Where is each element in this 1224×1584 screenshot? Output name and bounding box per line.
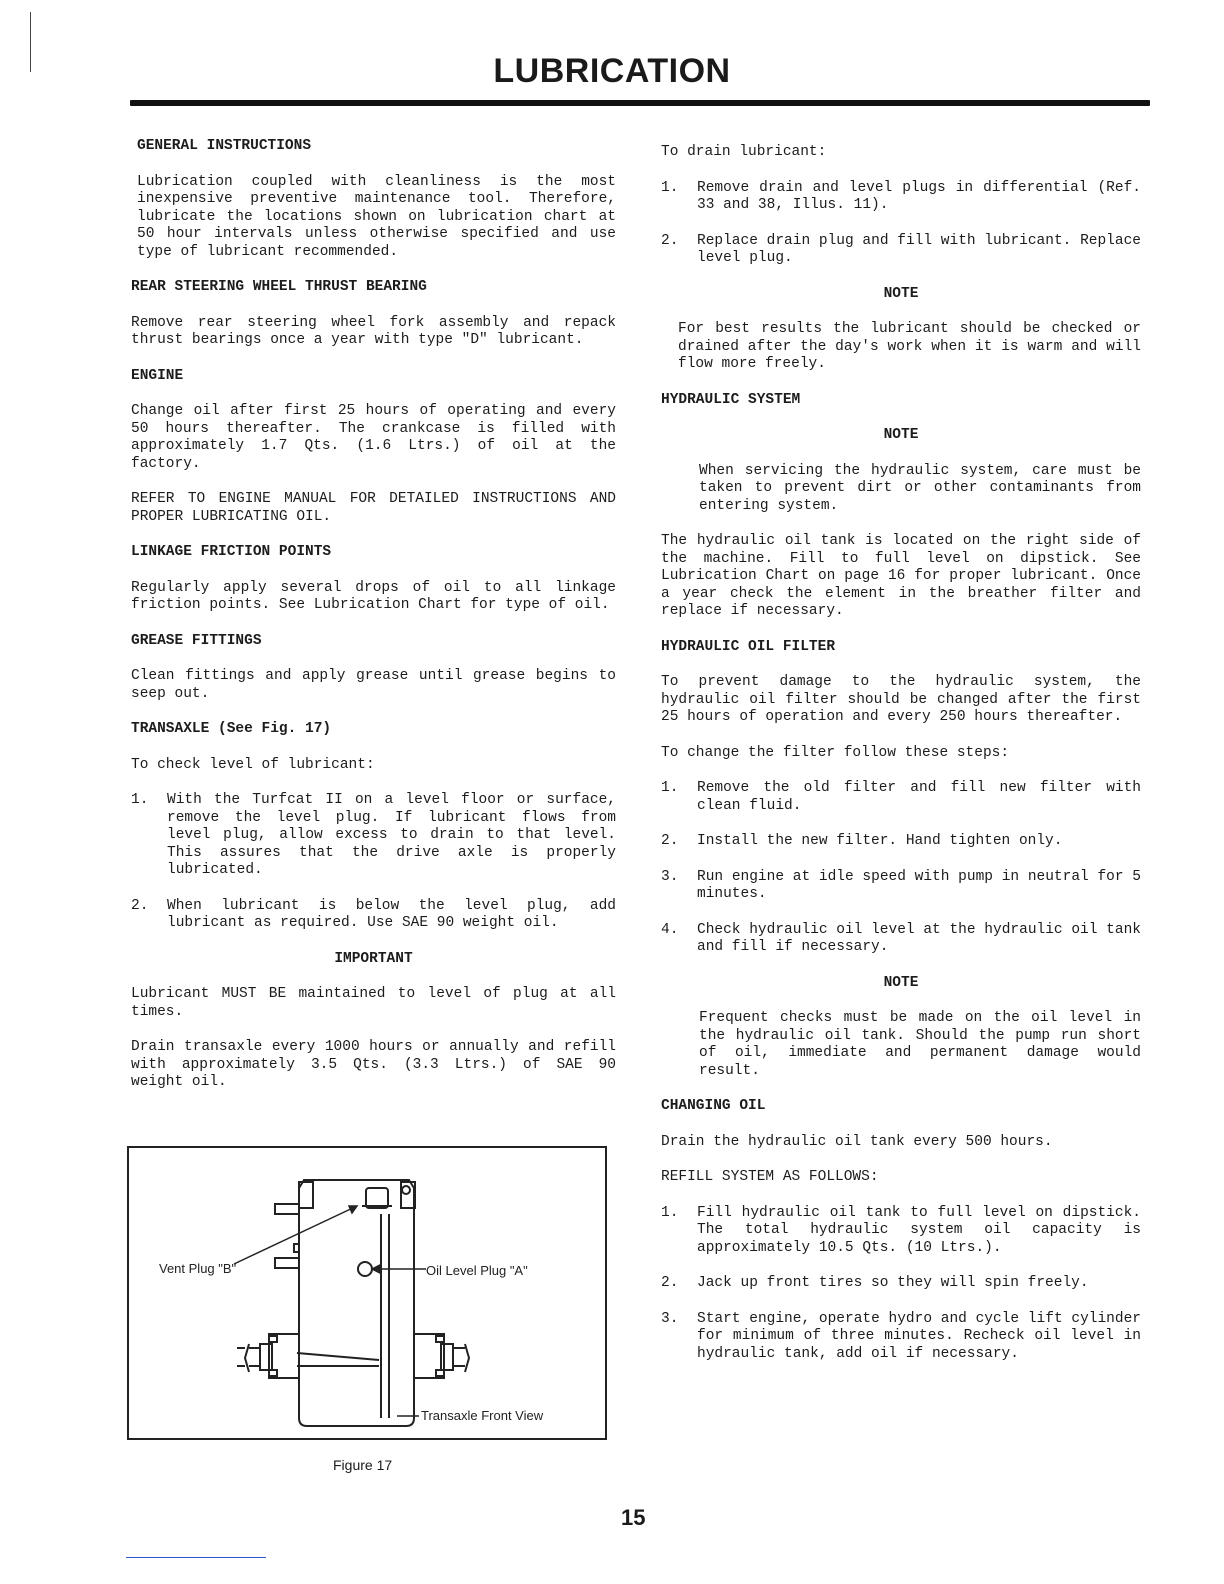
step-text: Install the new filter. Hand tighten only. <box>697 833 1063 849</box>
transaxle-figure <box>127 1146 607 1440</box>
list-item <box>131 792 616 880</box>
changing-oil-heading: CHANGING OIL <box>661 1098 766 1114</box>
drain-transaxle-text: Drain transaxle every 1000 hours or annually and refill with approximately 3.5 Qts. (3.3 Ltrs.) of SAE 90 weight oil. <box>131 1039 616 1090</box>
refill-heading: REFILL SYSTEM AS FOLLOWS: <box>661 1169 879 1185</box>
title-rule <box>130 100 1150 106</box>
note-text: For best results the lubricant should be checked or drained after the day's work when it is warm and will flow more freely. <box>678 321 1141 372</box>
step-number: 2. <box>661 232 679 249</box>
filter-intro: To change the filter follow these steps: <box>661 744 1010 761</box>
step-number: 3. <box>661 1310 679 1327</box>
list-item <box>661 1205 1141 1258</box>
drain-steps <box>661 180 1141 268</box>
rear-steering-text: Remove rear steering wheel fork assembly and repack thrust bearings once a year with type "D" lubricant. <box>131 314 616 348</box>
step-text: Jack up front tires so they will spin freely. <box>697 1275 1089 1291</box>
engine-heading: ENGINE <box>131 367 184 384</box>
general-instructions-text: Lubrication coupled with cleanliness is the most inexpensive preventive maintenance tool. Therefore, lubricate the locations shown on lubrication chart at 50 hour intervals unless otherwise specified and use type of lubricant recommended. <box>137 173 616 260</box>
list-item <box>661 1311 1141 1364</box>
transaxle-heading: TRANSAXLE (See Fig. 17) <box>131 721 332 737</box>
left-column <box>131 138 616 1110</box>
page-number: 15 <box>621 1505 646 1530</box>
transaxle-view-label: Transaxle Front View <box>421 1408 544 1423</box>
note-label: NOTE <box>883 427 919 443</box>
step-number: 1. <box>661 179 679 196</box>
step-text: With the Turfcat II on a level floor or surface, remove the level plug. If lubricant flows from level plug, allow excess to drain to that level. This assures that the drive axle is properly lubricated. <box>167 792 616 878</box>
step-number: 2. <box>661 1275 679 1291</box>
list-item <box>661 233 1141 268</box>
list-item <box>661 869 1141 904</box>
grease-text: Clean fittings and apply grease until grease begins to seep out. <box>131 668 616 702</box>
right-column <box>661 138 1141 1381</box>
step-text: Fill hydraulic oil tank to full level on dipstick. The total hydraulic system oil capacity is approximately 10.5 Qts. (10 Ltrs.). <box>697 1204 1141 1256</box>
step-text: Remove drain and level plugs in differential (Ref. 33 and 38, Illus. 11). <box>697 179 1141 213</box>
list-item <box>661 180 1141 215</box>
grease-heading: GREASE FITTINGS <box>131 632 262 649</box>
oil-level-plug-label: Oil Level Plug "A" <box>426 1263 528 1278</box>
list-item <box>661 1275 1141 1293</box>
list-item <box>661 780 1141 815</box>
changing-oil-text: Drain the hydraulic oil tank every 500 hours. <box>661 1133 1053 1150</box>
figure-caption: Figure 17 <box>333 1457 393 1473</box>
general-instructions-heading: GENERAL INSTRUCTIONS <box>137 138 312 154</box>
transaxle-drawing <box>129 1148 605 1438</box>
step-text: Replace drain plug and fill with lubricant. Replace level plug. <box>697 232 1141 266</box>
check-steps <box>131 792 616 933</box>
linkage-heading: LINKAGE FRICTION POINTS <box>131 544 332 560</box>
step-number: 3. <box>661 868 679 885</box>
engine-refer-text: REFER TO ENGINE MANUAL FOR DETAILED INSTRUCTIONS AND PROPER LUBRICATING OIL. <box>131 491 616 525</box>
engine-text: Change oil after first 25 hours of operating and every 50 hours thereafter. The crankcase is filled with approximately 1.7 Qts. (1.6 Ltrs.) of oil at the factory. <box>131 403 616 472</box>
drain-intro: To drain lubricant: <box>661 144 827 160</box>
rear-steering-heading: REAR STEERING WHEEL THRUST BEARING <box>131 279 427 295</box>
step-number: 4. <box>661 921 679 938</box>
step-number: 1. <box>661 780 679 796</box>
step-number: 1. <box>131 792 149 808</box>
list-item <box>131 898 616 933</box>
check-intro: To check level of lubricant: <box>131 756 375 773</box>
step-text: When lubricant is below the level plug, add lubricant as required. Use SAE 90 weight oil. <box>167 897 616 931</box>
important-text: Lubricant MUST BE maintained to level of plug at all times. <box>131 986 616 1020</box>
step-number: 2. <box>131 897 149 914</box>
refill-steps <box>661 1205 1141 1364</box>
footer-line <box>126 1557 266 1558</box>
note-label: NOTE <box>883 974 919 991</box>
list-item <box>661 922 1141 957</box>
step-text: Run engine at idle speed with pump in neutral for 5 minutes. <box>697 868 1141 902</box>
page-title: LUBRICATION <box>493 52 731 90</box>
step-number: 1. <box>661 1204 679 1221</box>
hydraulic-system-text: The hydraulic oil tank is located on the right side of the machine. Fill to full level on dipstick. See Lubrication Chart on page 16 for proper lubricant. Once a year check the element in the breather filter and replace if necessary. <box>661 533 1141 619</box>
step-text: Remove the old filter and fill new filter with clean fluid. <box>697 780 1141 814</box>
hydraulic-system-heading: HYDRAULIC SYSTEM <box>661 391 801 408</box>
note-label: NOTE <box>883 285 919 302</box>
filter-steps <box>661 780 1141 957</box>
list-item <box>661 833 1141 851</box>
vent-plug-label: Vent Plug "B" <box>159 1261 237 1276</box>
hydraulic-filter-text: To prevent damage to the hydraulic system, the hydraulic oil filter should be changed after the first 25 hours of operation and every 250 hours thereafter. <box>661 674 1141 725</box>
note-text: When servicing the hydraulic system, care must be taken to prevent dirt or other contaminants from entering system. <box>699 462 1141 514</box>
important-label: IMPORTANT <box>334 950 413 967</box>
step-text: Start engine, operate hydro and cycle lift cylinder for minimum of three minutes. Recheck oil level in hydraulic tank, add oil if necessary. <box>697 1310 1141 1362</box>
step-text: Check hydraulic oil level at the hydraulic oil tank and fill if necessary. <box>697 921 1141 955</box>
step-number: 2. <box>661 833 679 849</box>
linkage-text: Regularly apply several drops of oil to all linkage friction points. See Lubrication Chart for type of oil. <box>131 579 616 613</box>
note-text: Frequent checks must be made on the oil level in the hydraulic oil tank. Should the pump run short of oil, immediate and permanent damage would result. <box>699 1010 1141 1079</box>
hydraulic-filter-heading: HYDRAULIC OIL FILTER <box>661 638 836 655</box>
